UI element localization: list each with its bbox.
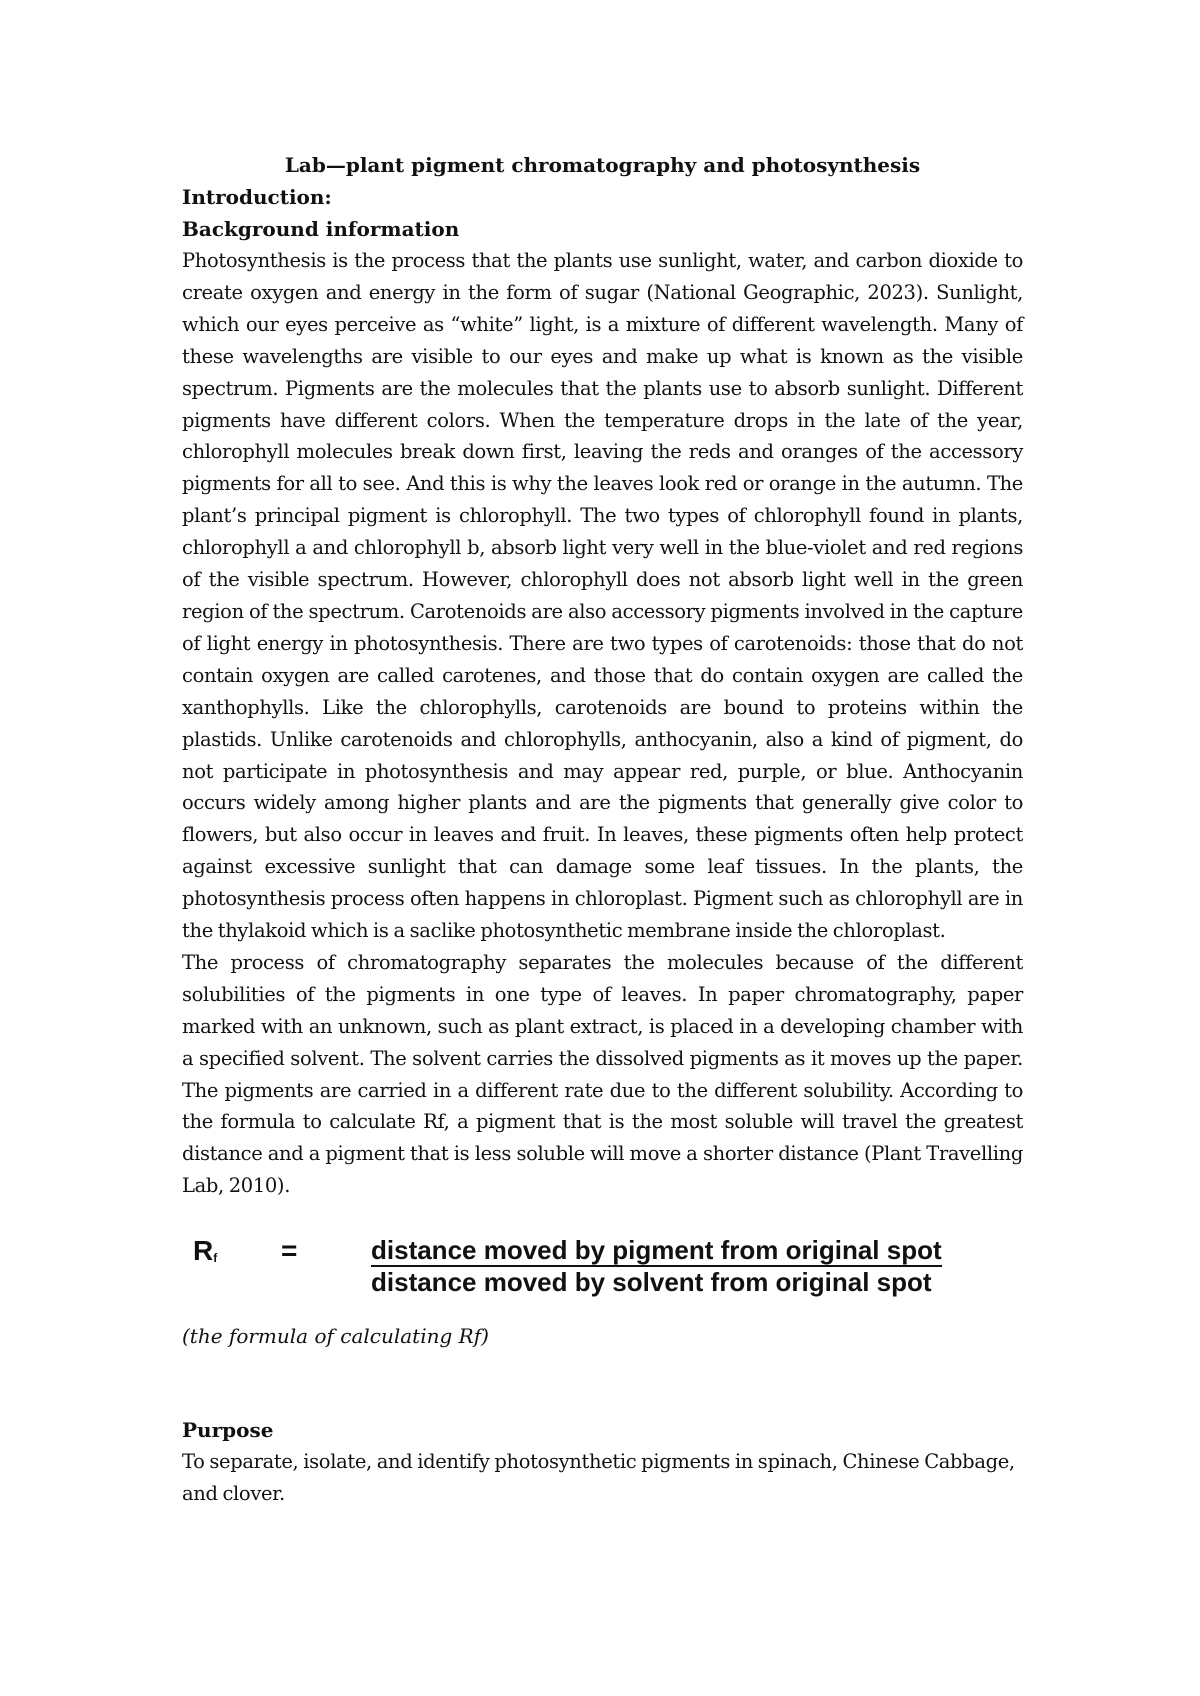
formula-numerator: distance moved by pigment from original spot (371, 1235, 942, 1265)
purpose-section (182, 1414, 1023, 1510)
document-title: Lab—plant pigment chromatography and photosynthesis (284, 153, 921, 177)
rf-subscript: f (213, 1251, 218, 1265)
rf-symbol: $R_f$ (193, 1235, 218, 1266)
chromatography-paragraph: The process of chromatography separates the molecules because of the different solubilities of the pigments in one type of leaves. In paper chromatography, paper marked with an unknown, such as plant extract, is placed in a developing chamber with a specified solvent. The solvent carries the dissolved pigments as it moves up the paper. The pigments are carried in a different rate due to the different solubility. According to the formula to calculate Rf, a pigment that is the most soluble will travel the greatest distance and a pigment that is less soluble will move a shorter distance (Plant Travelling Lab, 2010). (182, 950, 1023, 1198)
formula-caption: (the formula of calculating Rf) (182, 1324, 489, 1348)
equals-sign: = (281, 1235, 298, 1266)
background-heading: Background information (182, 217, 460, 241)
rf-formula (193, 1233, 1013, 1303)
purpose-heading: Purpose (182, 1418, 274, 1442)
formula-denominator: distance moved by solvent from original spot (371, 1267, 932, 1297)
intro-section (182, 149, 1023, 1202)
background-paragraph: Photosynthesis is the process that the plants use sunlight, water, and carbon dioxide to create oxygen and energy in the form of sugar (National Geographic, 2023). Sunlight, which our eyes perceive as “white” light, is a mixture of different wavelength. Many of these wavelengths are visible to our eyes and make up what is known as the visible spectrum. Pigments are the molecules that the plants use to absorb sunlight. Different pigments have different colors. When the temperature drops in the late of the year, chlorophyll molecules break down first, leaving the reds and oranges of the accessory pigments for all to see. And this is why the leaves look red or orange in the autumn. The plant’s principal pigment is chlorophyll. The two types of chlorophyll found in plants, chlorophyll a and chlorophyll b, absorb light very well in the blue-violet and red regions of the visible spectrum. However, chlorophyll does not absorb light well in the green region of the spectrum. Carotenoids are also accessory pigments involved in the capture of light energy in photosynthesis. There are two types of carotenoids: those that do not contain oxygen are called carotenes, and those that do contain oxygen are called the xanthophylls. Like the chlorophylls, carotenoids are bound to proteins within the plastids. Unlike carotenoids and chlorophylls, anthocyanin, also a kind of pigment, do not participate in photosynthesis and may appear red, purple, or blue. Anthocyanin occurs widely among higher plants and are the pigments that generally give color to flowers, but also occur in leaves and fruit. In leaves, these pigments often help protect against excessive sunlight that can damage some leaf tissues. In the plants, the photosynthesis process often happens in chloroplast. Pigment such as chlorophyll are in the thylakoid which is a saclike photosynthetic membrane inside the chloroplast. (182, 249, 1023, 943)
purpose-text: To separate, isolate, and identify photosynthetic pigments in spinach, Chinese Cabbage, and clover. (182, 1450, 1015, 1505)
introduction-heading: Introduction: (182, 185, 332, 209)
